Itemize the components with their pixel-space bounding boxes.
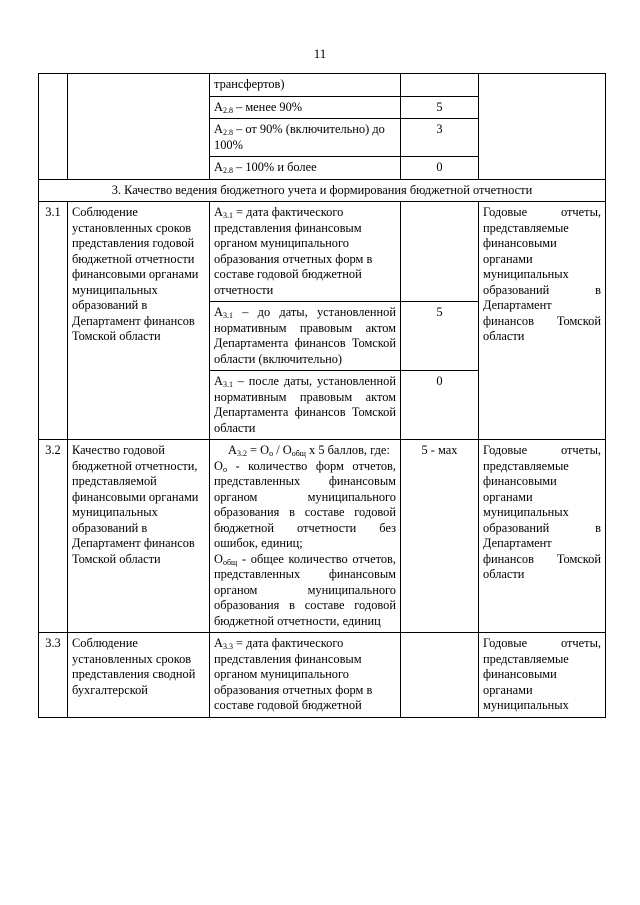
score-cell: 5 - мах <box>401 440 479 633</box>
criterion-cell: $А_{3.1}$ – после даты, установленной нормативным правовым актом Департамента финансов Томской области <box>210 371 401 440</box>
criterion-cell: $А_{3.3}$ = дата фактического представления финансовым органом муниципального образования отчетных форм в составе годовой бюджетной <box>210 633 401 718</box>
continuation-text: трансфертов) <box>214 77 285 91</box>
page-number: 11 <box>313 46 327 61</box>
indicator-name: Соблюдение установленных сроков представления сводной бухгалтерской <box>68 633 210 718</box>
empty-name-cell <box>68 74 210 180</box>
score-cell: 0 <box>401 371 479 440</box>
formula: $А_{3.2} = О_о / О_{общ}$ х 5 баллов, где: <box>228 443 390 458</box>
criterion-cell: $А_{2.8} - 100\%$ и более <box>210 157 401 180</box>
criterion-cell: $А_{3.1}$ = дата фактического представления финансовым органом муниципального образования отчетных форм в составе годовой бюджетной отчетности <box>210 202 401 302</box>
source-cell: Годовые отчеты, представляемые финансовыми органами муниципальных образований в Департамент финансов Томской области <box>479 202 606 440</box>
score-cell <box>401 202 479 302</box>
score-cell <box>401 74 479 97</box>
criterion-cell <box>210 440 401 633</box>
criterion-cell <box>210 74 401 97</box>
criterion-cell: $А_{2.8}$ – от 90% (включительно) до 100% <box>210 119 401 157</box>
score-cell <box>401 633 479 718</box>
empty-num-cell <box>39 74 68 180</box>
criterion-cell: $А_{2.8}$ – менее 90% <box>210 96 401 119</box>
row-number: 3.1 <box>39 202 68 440</box>
score-cell: 0 <box>401 157 479 180</box>
row-number: 3.3 <box>39 633 68 718</box>
score-cell: 5 <box>401 96 479 119</box>
table-row <box>39 633 606 718</box>
criteria-table <box>38 73 606 718</box>
oobsh-definition: $О_{общ}$ - общее количество отчетов, представленных финансовым органом муниципального образования в составе годовой бюджетной отчетности, единиц <box>214 551 396 628</box>
score-cell: 5 <box>401 302 479 371</box>
table-row <box>39 202 606 302</box>
table-row <box>39 440 606 633</box>
row-number: 3.2 <box>39 440 68 633</box>
source-cell: Годовые отчеты, представляемые финансовыми органами муниципальных образований в Департамент финансов Томской области <box>479 440 606 633</box>
source-cell: Годовые отчеты, представляемые финансовыми органами муниципальных <box>479 633 606 718</box>
table-row <box>39 74 606 97</box>
section-title: 3. Качество ведения бюджетного учета и формирования бюджетной отчетности <box>39 179 606 202</box>
indicator-name: Качество годовой бюджетной отчетности, представляемой финансовыми органами муниципальных образований в Департамент финансов Томской области <box>68 440 210 633</box>
score-cell: 3 <box>401 119 479 157</box>
oo-definition: $О_о$ - количество форм отчетов, представленных финансовым органом муниципального образования в составе годовой бюджетной отчетности без ошибок, единиц; <box>214 458 396 550</box>
indicator-name: Соблюдение установленных сроков представления годовой бюджетной отчетности финансовыми органами муниципальных образований в Департамент финансов Томской области <box>68 202 210 440</box>
table-row <box>39 179 606 202</box>
criterion-cell: $А_{3.1}$ – до даты, установленной нормативным правовым актом Департамента финансов Томской области (включительно) <box>210 302 401 371</box>
empty-source-cell <box>479 74 606 180</box>
